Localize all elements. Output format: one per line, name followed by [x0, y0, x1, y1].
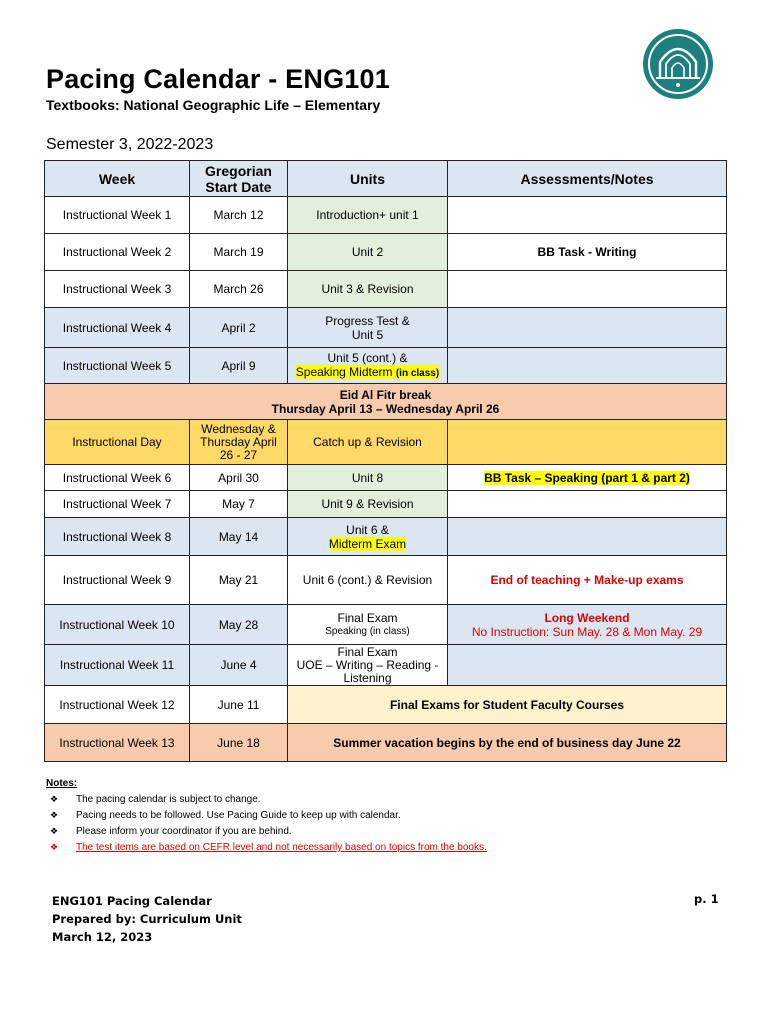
table-row: [45, 645, 727, 686]
eid-dates: Thursday April 13 – Wednesday April 26: [271, 401, 500, 416]
notes-cell: [448, 518, 727, 556]
notes-section: [46, 778, 487, 855]
table-row: [45, 234, 727, 271]
table-row: [45, 518, 727, 556]
table-row: [45, 308, 727, 348]
table-row: [45, 686, 727, 724]
notes-cell: [448, 465, 727, 491]
table-row: [45, 197, 727, 234]
unit-cell: [288, 518, 448, 556]
unit-cell: Introduction+ unit 1: [288, 197, 448, 234]
footer: [52, 892, 242, 946]
date-line: 26 - 27: [219, 447, 258, 462]
week-cell: Instructional Week 9: [45, 556, 190, 605]
speaking-midterm-highlight: [296, 365, 439, 379]
notes-label: Notes:: [46, 778, 78, 789]
date-cell: May 14: [190, 518, 288, 556]
note-text: The pacing calendar is subject to change.: [76, 794, 261, 805]
week-cell: Instructional Week 2: [45, 234, 190, 271]
page-number: p. 1: [694, 892, 719, 906]
week-cell: Instructional Week 6: [45, 465, 190, 491]
eid-break-cell: [45, 384, 727, 420]
eid-break-row: [45, 384, 727, 420]
notes-cell: [448, 308, 727, 348]
notes-cell: [448, 271, 727, 308]
midterm-exam-highlight: Midterm Exam: [328, 536, 407, 551]
unit-line: Progress Test &: [325, 313, 410, 328]
unit-line: UOE – Writing – Reading -: [296, 657, 439, 672]
unit-cell: Unit 6 (cont.) & Revision: [288, 556, 448, 605]
week-cell: Instructional Week 1: [45, 197, 190, 234]
notes-cell: [448, 420, 727, 465]
column-header-units: Units: [288, 161, 448, 197]
date-line: Wednesday &: [201, 421, 276, 436]
note-text: Please inform your coordinator if you are behind.: [76, 826, 292, 837]
footer-prepared-by: Prepared by: Curriculum Unit: [52, 912, 242, 926]
no-instruction-label: No Instruction: Sun May. 28 & Mon May. 29: [471, 624, 703, 639]
notes-cell: [448, 645, 727, 686]
footer-doc-name: ENG101 Pacing Calendar: [52, 894, 212, 908]
unit-line: Unit 6 &: [346, 522, 389, 537]
date-cell: March 12: [190, 197, 288, 234]
list-item: [46, 823, 487, 839]
notes-cell: [448, 491, 727, 518]
date-cell: [190, 420, 288, 465]
unit-small-line: Speaking (in class): [325, 625, 410, 637]
table-row: [45, 724, 727, 762]
table-row: [45, 605, 727, 645]
unit-cell: Catch up & Revision: [288, 420, 448, 465]
week-cell: Instructional Week 12: [45, 686, 190, 724]
table-row: [45, 271, 727, 308]
column-header-week: Week: [45, 161, 190, 197]
date-cell: April 2: [190, 308, 288, 348]
table-header-row: [45, 161, 727, 197]
unit-cell: [288, 348, 448, 384]
note-text: The test items are based on CEFR level and not necessarily based on topics from the books.: [76, 842, 487, 853]
date-cell: June 18: [190, 724, 288, 762]
table-row: [45, 556, 727, 605]
diamond-bullet-icon: ❖: [50, 810, 59, 820]
unit-line: Unit 5 (cont.) &: [327, 350, 408, 365]
date-cell: March 26: [190, 271, 288, 308]
date-cell: May 28: [190, 605, 288, 645]
diamond-bullet-icon: ❖: [50, 794, 59, 804]
speaking-task-highlight: BB Task – Speaking (part 1 & part 2): [484, 470, 690, 485]
diamond-bullet-icon: ❖: [50, 842, 59, 852]
date-line: Thursday April: [200, 434, 277, 449]
unit-cell: Unit 2: [288, 234, 448, 271]
notes-cell: End of teaching + Make-up exams: [448, 556, 727, 605]
notes-cell: [448, 605, 727, 645]
long-weekend-label: Long Weekend: [544, 610, 630, 625]
week-cell: Instructional Week 8: [45, 518, 190, 556]
unit-line: Final Exam: [337, 610, 398, 625]
unit-highlight-text: Speaking Midterm: [295, 364, 393, 379]
date-cell: May 7: [190, 491, 288, 518]
unit-cell: [288, 605, 448, 645]
table-row: [45, 491, 727, 518]
week-cell: Instructional Week 5: [45, 348, 190, 384]
table-row: [45, 465, 727, 491]
column-header-assessments: Assessments/Notes: [448, 161, 727, 197]
note-text: Pacing needs to be followed. Use Pacing Guide to keep up with calendar.: [76, 810, 401, 821]
date-cell: June 4: [190, 645, 288, 686]
week-cell: Instructional Week 11: [45, 645, 190, 686]
date-cell: June 11: [190, 686, 288, 724]
column-header-start-date: Gregorian Start Date: [190, 161, 288, 197]
week-cell: Instructional Week 3: [45, 271, 190, 308]
date-cell: March 19: [190, 234, 288, 271]
week-cell: Instructional Week 4: [45, 308, 190, 348]
unit-cell: [288, 308, 448, 348]
unit-line: Unit 5: [351, 327, 384, 342]
table-row: [45, 348, 727, 384]
notes-list: [46, 791, 487, 855]
unit-cell: [288, 645, 448, 686]
university-seal-icon: [642, 28, 714, 100]
date-cell: April 9: [190, 348, 288, 384]
pacing-table: [44, 160, 727, 762]
final-exams-note-cell: Final Exams for Student Faculty Courses: [288, 686, 727, 724]
footer-date: March 12, 2023: [52, 930, 153, 944]
notes-cell: [448, 197, 727, 234]
unit-line: Listening: [343, 670, 392, 685]
diamond-bullet-icon: ❖: [50, 826, 59, 836]
summer-vacation-note-cell: Summer vacation begins by the end of business day June 22: [288, 724, 727, 762]
unit-cell: Unit 8: [288, 465, 448, 491]
unit-cell: Unit 9 & Revision: [288, 491, 448, 518]
instructional-day-row: [45, 420, 727, 465]
date-cell: April 30: [190, 465, 288, 491]
semester-label: Semester 3, 2022-2023: [46, 136, 214, 153]
date-cell: May 21: [190, 556, 288, 605]
in-class-label: (in class): [395, 367, 440, 379]
notes-cell: [448, 348, 727, 384]
page-title: Pacing Calendar - ENG101: [46, 64, 390, 94]
list-item: [46, 839, 487, 855]
notes-cell: BB Task - Writing: [448, 234, 727, 271]
week-cell: Instructional Week 7: [45, 491, 190, 518]
list-item: [46, 791, 487, 807]
eid-title: Eid Al Fitr break: [339, 387, 432, 402]
textbook-subtitle: Textbooks: National Geographic Life – Elementary: [46, 97, 381, 113]
week-cell: Instructional Week 10: [45, 605, 190, 645]
unit-cell: Unit 3 & Revision: [288, 271, 448, 308]
week-cell: Instructional Week 13: [45, 724, 190, 762]
unit-line: Final Exam: [337, 644, 398, 659]
week-cell: Instructional Day: [45, 420, 190, 465]
list-item: [46, 807, 487, 823]
